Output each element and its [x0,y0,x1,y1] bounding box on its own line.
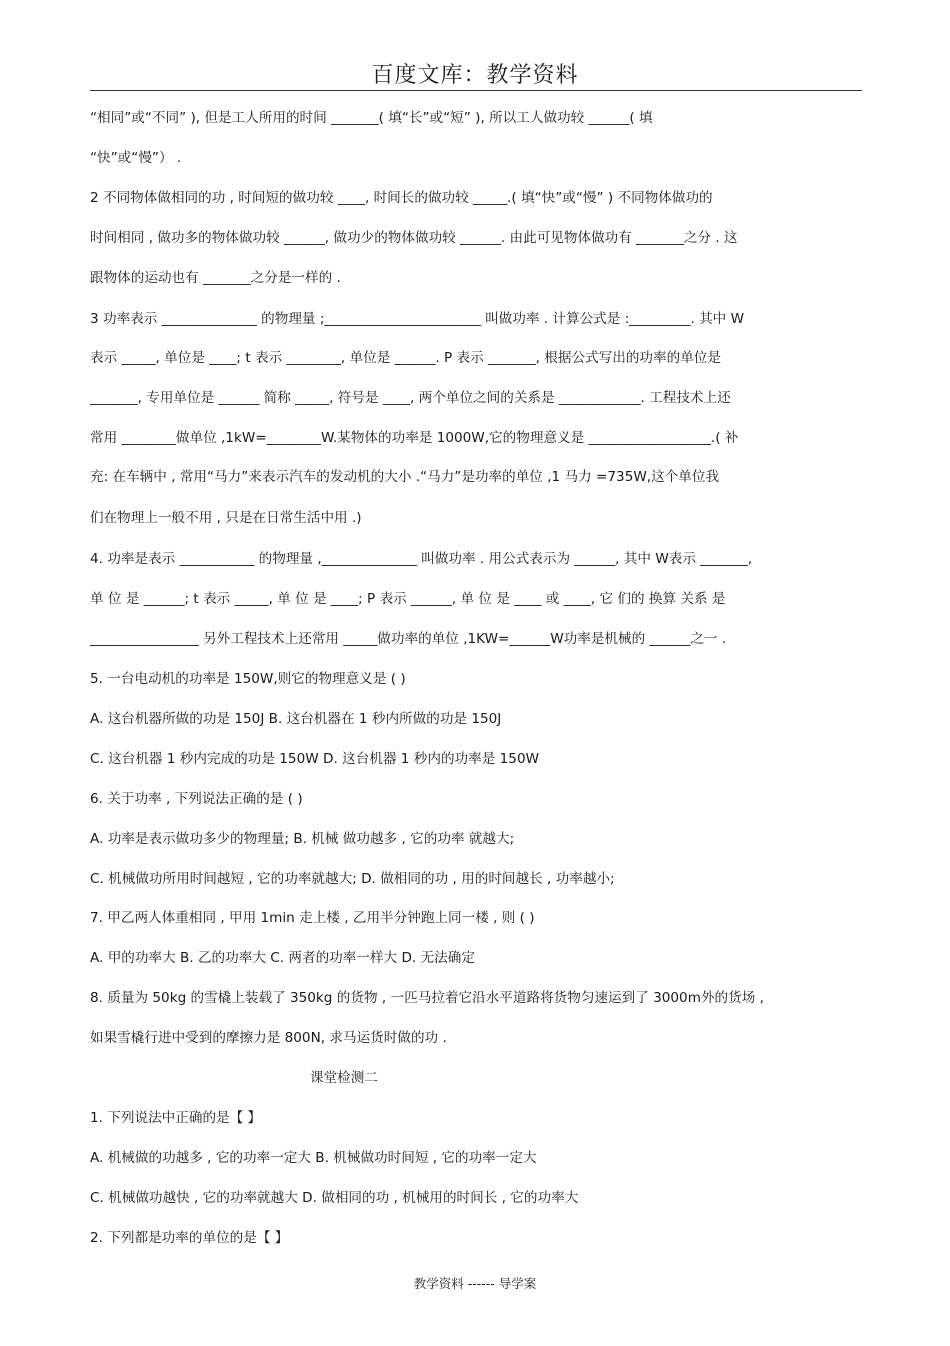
text-line: “快”或“慢”） . [90,150,182,166]
text-line: 6. 关于功率 , 下列说法正确的是 ( ) [90,791,303,807]
header-divider [90,90,862,91]
text-line: 充: 在车辆中 , 常用“马力”来表示汽车的发动机的大小 .“马力”是功率的单位 ,1 马力 =735W,这个单位我 [90,469,720,485]
text-line: 如果雪橇行进中受到的摩擦力是 800N, 求马运货时做的功 . [90,1030,447,1046]
section-heading: 课堂检测二 [310,1070,378,1086]
text-line: 表示 _____, 单位是 ____; t 表示 ________, 单位是 ______. P 表示 _______, 根据公式写出的功率的单位是 [90,350,721,366]
text-line: 2 不同物体做相同的功 , 时间短的做功较 ____, 时间长的做功较 _____.( 填“快”或“慢” ) 不同物体做功的 [90,190,713,206]
page-header-title: 百度文库：教学资料 [371,63,579,88]
text-line: 跟物体的运动也有 _______之分是一样的 . [90,270,341,286]
text-line: C. 这台机器 1 秒内完成的功是 150W D. 这台机器 1 秒内的功率是 150W [90,751,540,767]
text-line: _______, 专用单位是 ______ 简称 _____, 符号是 ____, 两个单位之间的关系是 ____________. 工程技术上还 [90,390,731,406]
text-line: C. 机械做功所用时间越短 , 它的功率就越大; D. 做相同的功 , 用的时间越长 , 功率越小; [90,871,615,887]
text-line: A. 功率是表示做功多少的物理量; B. 机械 做功越多 , 它的功率 就越大; [90,831,515,847]
text-line: 4. 功率是表示 ___________ 的物理量 ,______________ 叫做功率 . 用公式表示为 ______, 其中 W表示 _______, [90,551,753,567]
text-line: A. 机械做的功越多 , 它的功率一定大 B. 机械做功时间短 , 它的功率一定大 [90,1150,537,1166]
text-line: 常用 ________做单位 ,1kW=________W.某物体的功率是 1000W,它的物理意义是 __________________.( 补 [90,430,739,446]
text-line: 1. 下列说法中正确的是【 】 [90,1110,262,1126]
text-line: “相同”或“不同” ), 但是工人所用的时间 _______( 填“长”或“短” ), 所以工人做功较 ______( 填 [90,110,653,126]
text-line: A. 甲的功率大 B. 乙的功率大 C. 两者的功率一样大 D. 无法确定 [90,950,475,966]
text-line: 2. 下列都是功率的单位的是【 】 [90,1230,289,1246]
text-line: A. 这台机器所做的功是 150J B. 这台机器在 1 秒内所做的功是 150J [90,711,502,727]
text-line: 8. 质量为 50kg 的雪橇上装载了 350kg 的货物 , 一匹马拉着它沿水平道路将货物匀速运到了 3000m外的货场 , [90,990,764,1006]
text-line: C. 机械做功越快 , 它的功率就越大 D. 做相同的功 , 机械用的时间长 , 它的功率大 [90,1190,579,1206]
text-line: 时间相同 , 做功多的物体做功较 ______, 做功少的物体做功较 ______. 由此可见物体做功有 _______之分 . 这 [90,230,738,246]
text-line: 单 位 是 ______; t 表示 _____, 单 位 是 ____; P 表示 ______, 单 位 是 ____ 或 ____, 它 们的 换算 关系 是 [90,591,726,607]
page-footer: 教学资料 ------ 导学案 [413,1276,537,1291]
text-line: 5. 一台电动机的功率是 150W,则它的物理意义是 ( ) [90,671,406,687]
text-line: 7. 甲乙两人体重相同 , 甲用 1min 走上楼 , 乙用半分钟跑上同一楼 , 则 ( ) [90,910,535,926]
text-line: 3 功率表示 ______________ 的物理量 ;_______________________ 叫做功率 . 计算公式是 :_________. 其中 W [90,311,745,327]
text-line: ________________ 另外工程技术上还常用 _____做功率的单位 ,1KW=______W功率是机械的 ______之一 . [90,631,727,647]
text-line: 们在物理上一般不用 , 只是在日常生活中用 .) [90,510,362,526]
